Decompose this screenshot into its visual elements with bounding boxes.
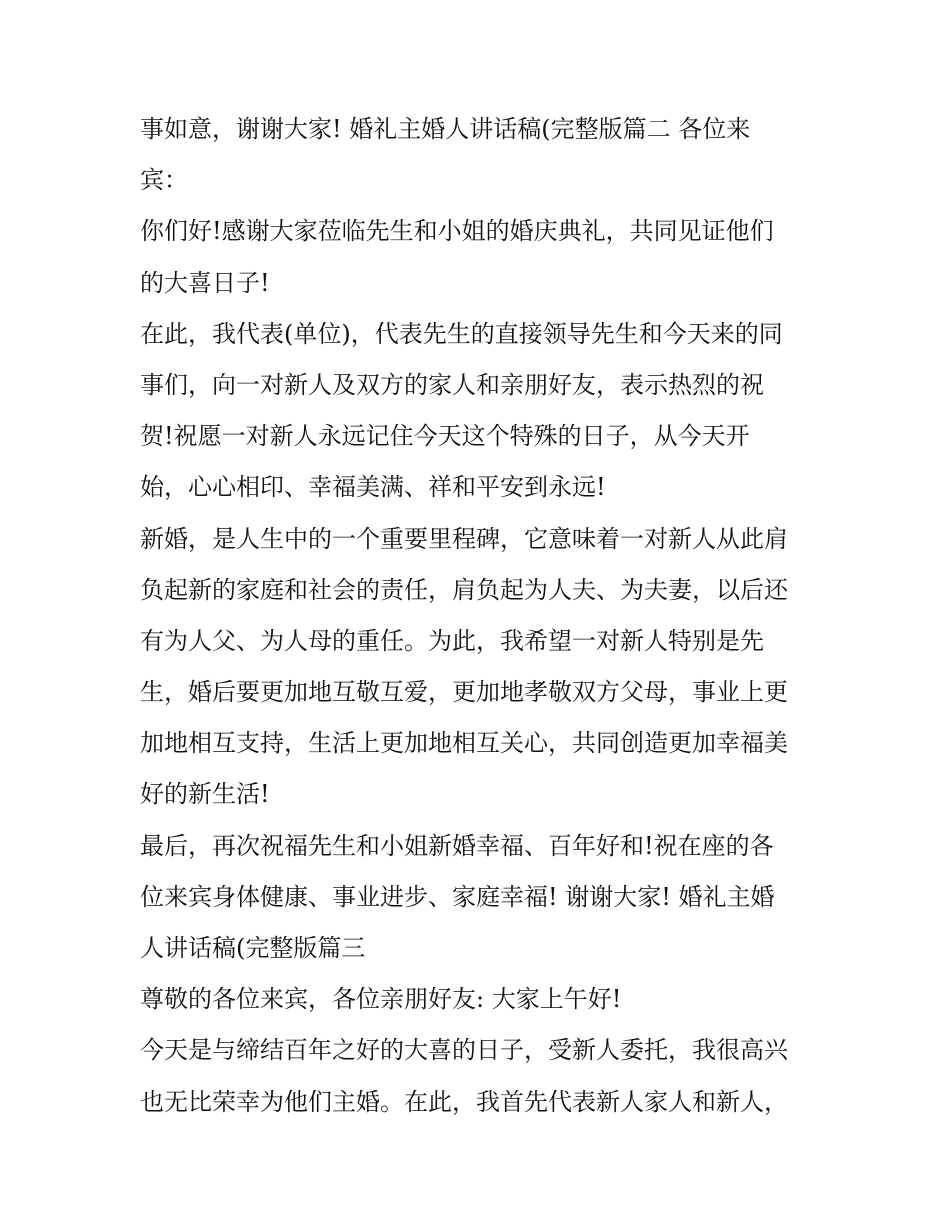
text-line: 你们好!感谢大家莅临先生和小姐的婚庆典礼，共同见证他们: [140, 217, 774, 246]
text-line: 最后，再次祝福先生和小姐新婚幸福、百年好和!祝在座的各: [140, 831, 774, 860]
text-line: 负起新的家庭和社会的责任，肩负起为人夫、为夫妻，以后还: [140, 575, 788, 604]
text-line: 尊敬的各位来宾，各位亲朋好友: 大家上午好!: [140, 985, 622, 1014]
text-line: 也无比荣幸为他们主婚。在此，我首先代表新人家人和新人，: [140, 1087, 788, 1116]
text-line: 人讲话稿(完整版篇三: [140, 934, 366, 962]
text-line: 贺!祝愿一对新人永远记住今天这个特殊的日子，从今天开: [140, 422, 750, 451]
text-line: 事如意，谢谢大家! 婚礼主婚人讲话稿(完整版篇二 各位来: [140, 115, 751, 143]
document-body: [140, 104, 820, 1128]
text-line: 始，心心相印、幸福美满、祥和平安到永远!: [140, 473, 606, 502]
text-line: 在此，我代表(单位)，代表先生的直接领导先生和今天来的同: [140, 319, 783, 348]
text-line: 有为人父、为人母的重任。为此，我希望一对新人特别是先: [140, 626, 764, 655]
text-line: 位来宾身体健康、事业进步、家庭幸福! 谢谢大家! 婚礼主婚: [140, 882, 775, 911]
text-line: 的大喜日子!: [140, 268, 270, 297]
text-line: 加地相互支持，生活上更加地相互关心，共同创造更加幸福美: [140, 729, 788, 758]
text-line: 好的新生活!: [140, 780, 270, 809]
text-line: 今天是与缔结百年之好的大喜的日子，受新人委托，我很高兴: [140, 1036, 788, 1065]
text-line: 事们，向一对新人及双方的家人和亲朋好友，表示热烈的祝: [140, 370, 764, 399]
text-line: 宾：: [140, 166, 188, 195]
text-line: 生，婚后要更加地互敬互爱，更加地孝敬双方父母，事业上更: [140, 678, 788, 707]
text-line: 新婚，是人生中的一个重要里程碑，它意味着一对新人从此肩: [140, 524, 788, 553]
